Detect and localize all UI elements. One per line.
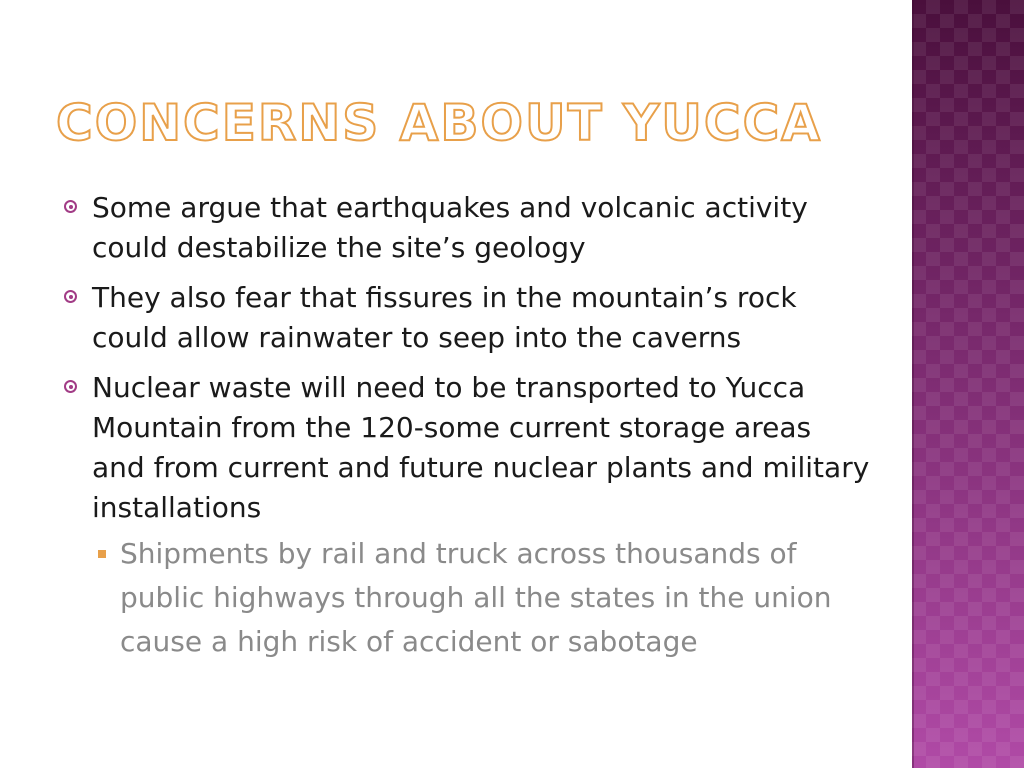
slide-content	[62, 188, 872, 664]
bullet-item	[62, 278, 872, 358]
sub-bullet-text: Shipments by rail and truck across thousands of public highways through all the states in the union cause a high risk of accident or sabotage	[120, 537, 832, 658]
bullet-item	[62, 368, 872, 528]
side-band-edge	[912, 0, 914, 768]
circle-bullet-icon	[64, 200, 77, 213]
sub-bullet-item	[92, 532, 872, 664]
decorative-side-band	[912, 0, 1024, 768]
slide-title: CONCERNS ABOUT YUCCA	[56, 94, 822, 152]
circle-bullet-icon	[64, 380, 77, 393]
circle-bullet-icon	[64, 290, 77, 303]
bullet-text: Some argue that earthquakes and volcanic activity could destabilize the site’s geology	[92, 191, 808, 264]
bullet-text: Nuclear waste will need to be transported to Yucca Mountain from the 120-some current storage areas and from current and future nuclear plants and military installations	[92, 371, 870, 524]
bullet-item	[62, 188, 872, 268]
bullet-text: They also fear that fissures in the mountain’s rock could allow rainwater to seep into the caverns	[92, 281, 797, 354]
square-bullet-icon	[98, 550, 106, 558]
